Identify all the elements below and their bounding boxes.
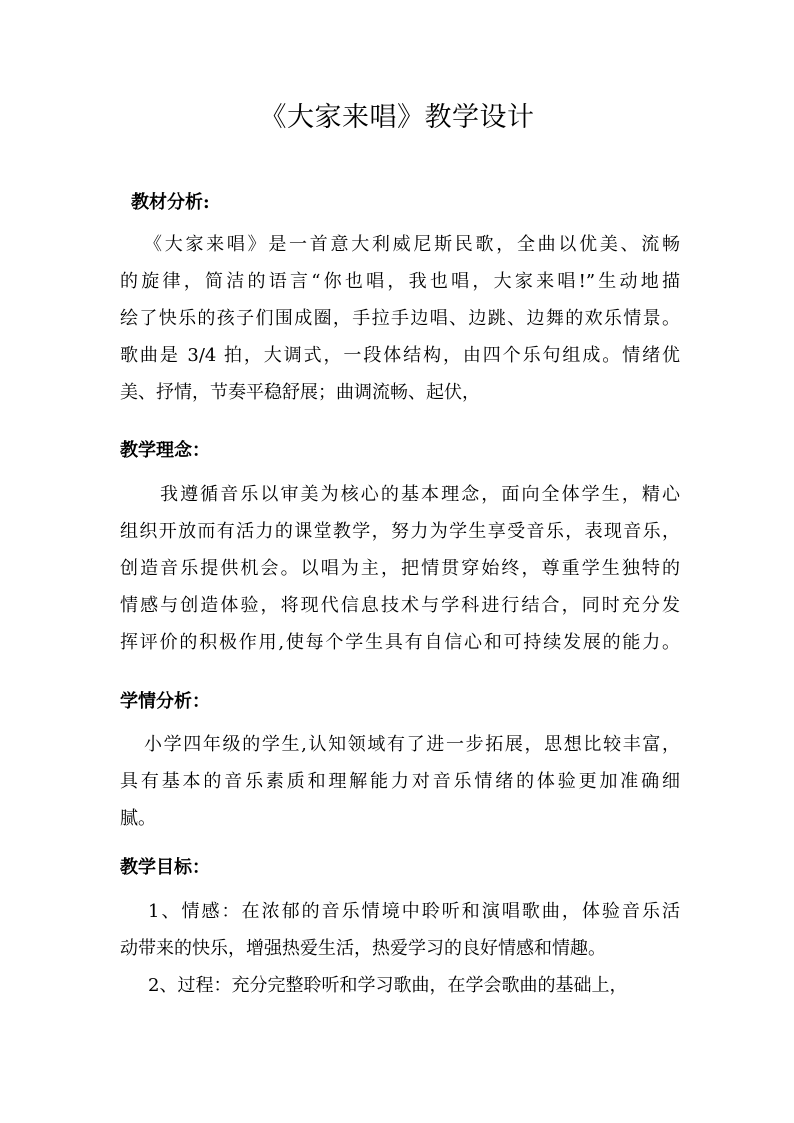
paragraph-line: 创造音乐提供机会。以唱为主，把情贯穿始终，尊重学生独特的: [120, 558, 680, 579]
paragraph-line: 挥评价的积极作用,使每个学生具有自信心和可持续发展的能力。: [120, 632, 680, 653]
section-body-teaching-objectives: [120, 893, 680, 1004]
section-heading-teaching-objectives: 教学目标：: [120, 857, 210, 878]
paragraph-line: 腻。: [120, 808, 156, 829]
paragraph-line: 的旋律，简洁的语言“你也唱，我也唱，大家来唱!”生动地描: [120, 271, 680, 292]
paragraph-line: 绘了快乐的孩子们围成圈，手拉手边唱、边跳、边舞的欢乐情景。: [120, 308, 680, 329]
paragraph-line: 小学四年级的学生,认知领域有了进一步拓展，思想比较丰富，: [144, 734, 680, 755]
section-heading-teaching-philosophy: 教学理念：: [120, 440, 210, 461]
paragraph-line: 动带来的快乐，增强热爱生活，热爱学习的良好情感和情趣。: [120, 938, 606, 959]
paragraph-line: 《大家来唱》是一首意大利威尼斯民歌，全曲以优美、流畅: [144, 234, 680, 255]
paragraph-line: 情感与创造体验，将现代信息技术与学科进行结合，同时充分发: [120, 595, 680, 616]
section-body-textbook-analysis: [120, 226, 680, 411]
paragraph-line: 2、过程：充分完整聆听和学习歌曲，在学会歌曲的基础上，: [148, 975, 628, 996]
paragraph-line: 1、情感：在浓郁的音乐情境中聆听和演唱歌曲，体验音乐活: [148, 901, 680, 922]
paragraph-line: 具有基本的音乐素质和理解能力对音乐情绪的体验更加准确细: [120, 771, 680, 792]
paragraph-line: 美、抒情，节奏平稳舒展；曲调流畅、起伏，: [120, 382, 480, 403]
paragraph-line: 歌曲是 3/4 拍，大调式，一段体结构，由四个乐句组成。情绪优: [120, 345, 680, 366]
section-heading-student-analysis: 学情分析：: [120, 691, 210, 712]
section-heading-textbook-analysis: 教材分析:: [131, 192, 210, 213]
paragraph-line: 我遵循音乐以审美为核心的基本理念，面向全体学生，精心: [160, 484, 680, 505]
section-body-teaching-philosophy: [120, 476, 680, 661]
section-body-student-analysis: [120, 726, 680, 837]
document-title: 《大家来唱》教学设计: [259, 102, 535, 133]
paragraph-line: 组织开放而有活力的课堂教学，努力为学生享受音乐，表现音乐，: [120, 521, 680, 542]
